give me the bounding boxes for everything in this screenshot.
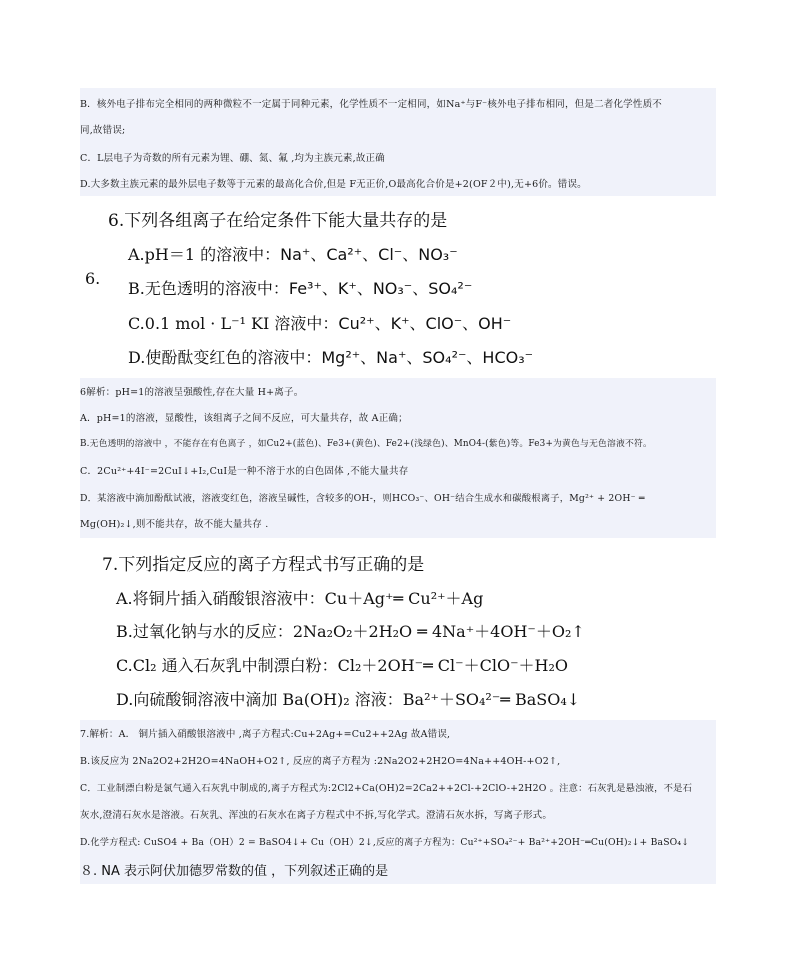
option-a-ions: Na⁺、Ca²⁺、Cl⁻、NO₃⁻: [280, 245, 458, 264]
question-6-number: 6.: [85, 269, 101, 288]
option-b-ions: Fe³⁺、K⁺、NO₃⁻、SO₄²⁻: [288, 279, 473, 298]
option-d-ions: Mg²⁺、Na⁺、SO₄²⁻、HCO₃⁻: [321, 348, 534, 367]
explanation-q7: [80, 720, 716, 856]
question-7-title: 7.下列指定反应的离子方程式书写正确的是: [102, 555, 425, 575]
exp7-b-line: B.该反应为 2Na2O2+2H2O=4NaOH+O2↑, 反应的离子方程为 :2Na2O2+2H2O=4Na++4OH-+O2↑,: [80, 756, 561, 767]
explanation-q6: [80, 378, 716, 538]
exp5-b-line1: B．核外电子排布完全相同的两种微粒不一定属于同种元素，化学性质不一定相同，如Na⁺与F⁻核外电子排布相同，但是二者化学性质不: [80, 99, 662, 110]
option-d-prefix: D.使酚酞变红色的溶液中：: [128, 348, 322, 367]
question-7-option-b: B.过氧化钠与水的反应：2Na₂O₂＋2H₂O ═ 4Na⁺＋4OH⁻＋O₂↑: [116, 622, 585, 641]
exp5-b-line2: 同,故错误;: [80, 125, 126, 136]
question-7-option-a: A.将铜片插入硝酸银溶液中：Cu＋Ag⁺═ Cu²⁺＋Ag: [116, 589, 484, 608]
question-7: [80, 540, 716, 718]
question-6-title: 6.下列各组离子在给定条件下能大量共存的是: [108, 211, 448, 231]
question-6: [80, 198, 716, 376]
exp6-d-line1: D．某溶液中滴加酚酞试液，溶液变红色，溶液呈碱性，含较多的OH-，则HCO₃⁻、OH⁻结合生成水和碳酸根离子，Mg²⁺ + 2OH⁻ ═: [80, 493, 645, 504]
exp7-d-line: D.化学方程式: CuSO4 + Ba（OH）2 = BaSO4↓+ Cu（OH）2↓,反应的离子方程为：Cu²⁺+SO₄²⁻+ Ba²⁺+2OH⁻═Cu(OH)₂↓+ BaSO₄↓: [80, 837, 690, 848]
exp6-a-line: A．pH=1的溶液，显酸性，该组离子之间不反应，可大量共存，故 A正确；: [80, 413, 408, 424]
question-8: [80, 856, 716, 884]
exp6-head: 6解析：pH=1的溶液呈强酸性,存在大量 H+离子。: [80, 387, 304, 398]
question-7-option-c: C.Cl₂ 通入石灰乳中制漂白粉：Cl₂＋2OH⁻═ Cl⁻＋ClO⁻＋H₂O: [116, 656, 569, 675]
exp6-b-line: B.无色透明的溶液中 ，不能存在有色离子 ，如Cu2+(蓝色)、Fe3+(黄色)、Fe2+(浅绿色)、MnO4-(紫色)等。Fe3+为黄色与无色溶液不符。: [80, 439, 652, 449]
question-8-title: ８. NA 表示阿伏加德罗常数的值 ，下列叙述正确的是: [80, 864, 389, 879]
question-6-option-a: [128, 242, 458, 265]
option-b-prefix: B.无色透明的溶液中：: [128, 279, 289, 298]
exp5-d-line: D.大多数主族元素的最外层电子数等于元素的最高化合价,但是 F无正价,O最高化合价是+2(OF２中),无+6价。错误。: [80, 179, 587, 190]
question-6-option-d: [128, 345, 533, 368]
exp5-c-line: C．L层电子为奇数的所有元素为锂、硼、氮、氟 ,均为主族元素,故正确: [80, 153, 385, 164]
exp7-a-line: 7.解析：A． 铜片插入硝酸银溶液中 ,离子方程式:Cu+2Ag+=Cu2++2Ag 故A错误,: [80, 729, 451, 740]
explanation-q5: [80, 88, 716, 196]
question-6-option-b: [128, 276, 472, 299]
exp7-c-line2: 灰水,澄清石灰水是溶液。石灰乳、浑浊的石灰水在离子方程式中不拆,写化学式。澄清石灰水拆，写离子形式。: [80, 810, 553, 821]
exp6-d-line2: Mg(OH)₂↓,则不能共存，故不能大量共存 .: [80, 519, 269, 530]
option-c-ions: Cu²⁺、K⁺、ClO⁻、OH⁻: [338, 314, 512, 333]
question-7-option-d: D.向硫酸铜溶液中滴加 Ba(OH)₂ 溶液：Ba²⁺＋SO₄²⁻═ BaSO₄↓: [116, 690, 581, 709]
exp6-c-line: C．2Cu²⁺+4I⁻=2CuI↓+I₂,CuI是一种不溶于水的白色固体 ,不能大量共存: [80, 466, 409, 477]
question-6-option-c: [128, 311, 511, 334]
option-a-prefix: A.pH＝1 的溶液中：: [128, 245, 281, 264]
option-c-prefix: C.0.1 mol · L⁻¹ KI 溶液中：: [128, 314, 339, 333]
exp7-c-line1: C．工业制漂白粉是氯气通入石灰乳中制成的,离子方程式为:2Cl2+Ca(OH)2=2Ca2++2Cl-+2ClO-+2H2O 。注意：石灰乳是悬浊液，不是石: [80, 783, 693, 794]
